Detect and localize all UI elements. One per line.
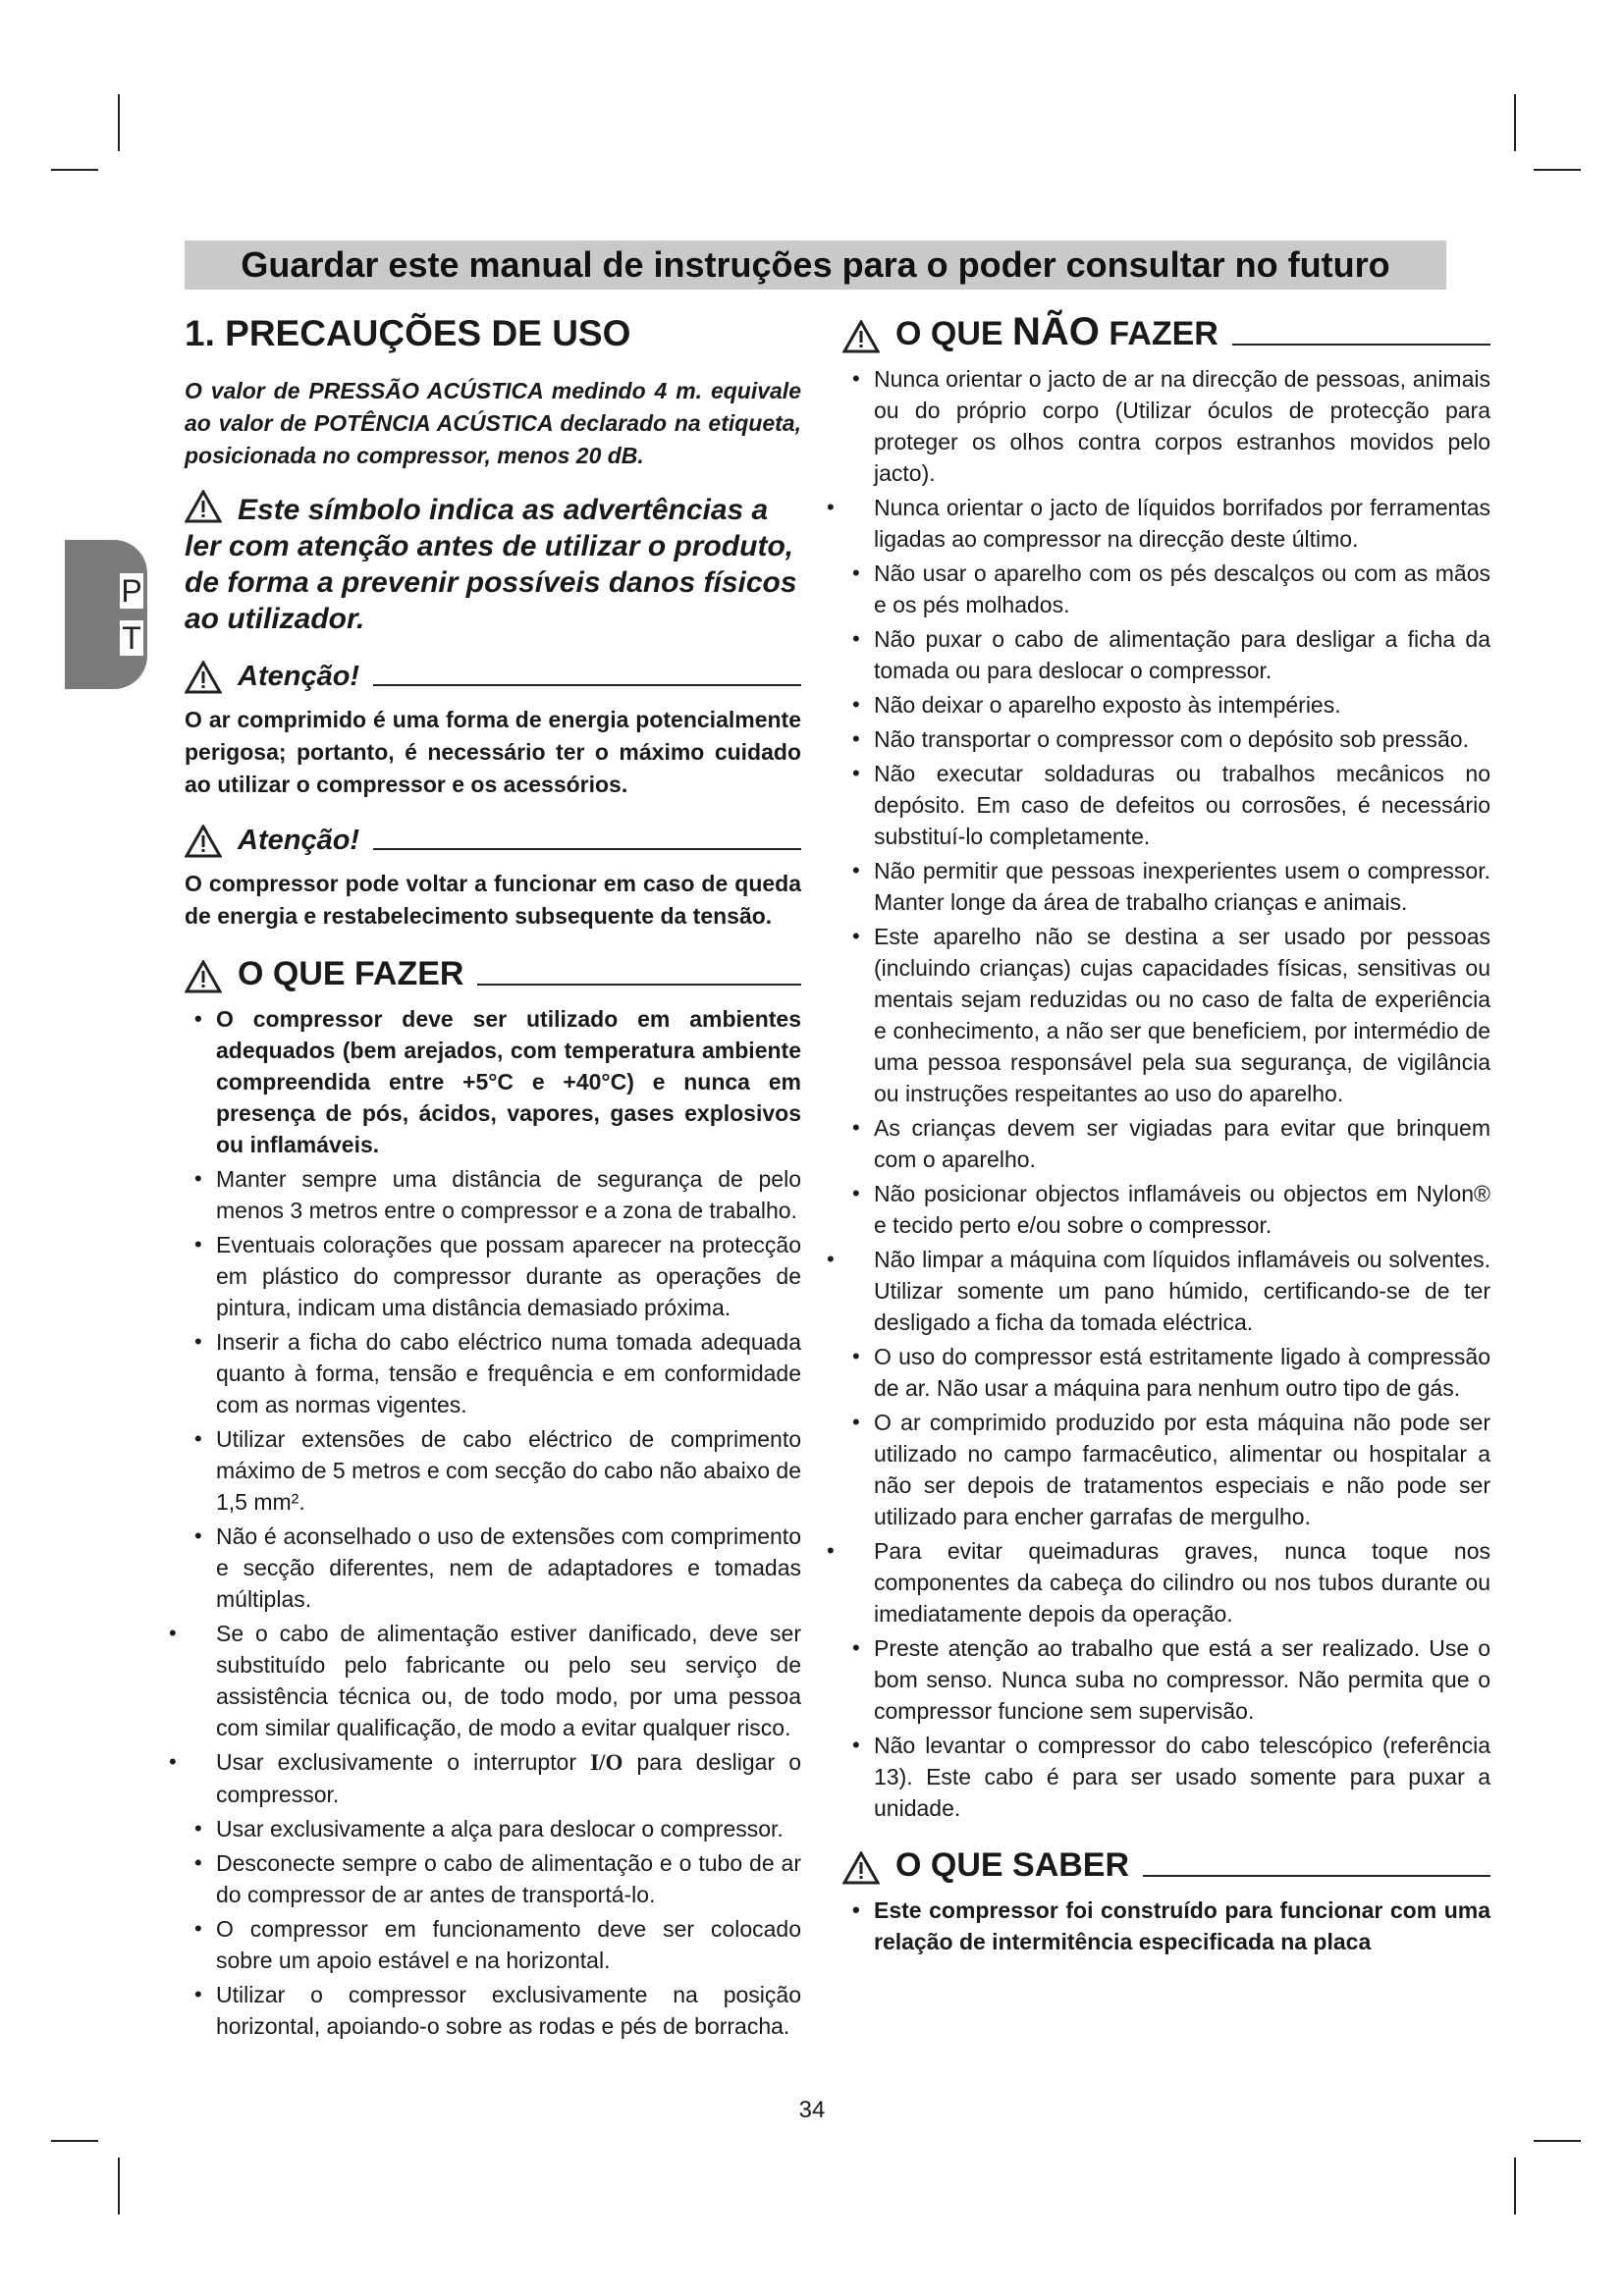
crop-mark bbox=[118, 94, 120, 151]
list-item: • Não executar soldaduras ou trabalhos mecânicos no depósito. Em caso de defeitos ou corrosões, é necessário substituí-lo completamente. bbox=[842, 758, 1490, 852]
list-item: • Não permitir que pessoas inexperientes usem o compressor. Manter longe da área de trabalho crianças e animais. bbox=[842, 855, 1490, 918]
crop-mark bbox=[51, 2140, 98, 2142]
heading-rule bbox=[373, 684, 801, 686]
list-item: • Nunca orientar o jacto de líquidos borrifados por ferramentas ligadas ao compressor na direcção deste último. bbox=[823, 492, 1490, 555]
warning-triangle-icon bbox=[185, 661, 222, 694]
know-list bbox=[842, 1895, 1490, 1957]
crop-mark bbox=[51, 169, 98, 171]
heading-rule bbox=[1232, 344, 1490, 346]
right-column bbox=[842, 312, 1490, 1960]
list-item: • Não levantar o compressor do cabo telescópico (referência 13). Este cabo é para ser usado somente para puxar a unidade. bbox=[842, 1730, 1490, 1824]
list-item-text: Usar exclusivamente o interruptor bbox=[216, 1749, 576, 1775]
heading-part: O QUE bbox=[895, 315, 1013, 352]
list-item: • Para evitar queimaduras graves, nunca toque nos componentes da cabeça do cilindro ou nos tubos durante ou imediatamente depois da operação. bbox=[823, 1535, 1490, 1629]
list-item: • O ar comprimido produzido por esta máquina não pode ser utilizado no campo farmacêutico, alimentar ou hospitalar a não ser depois de tratamentos especiais e não pode ser utilizado para encher garrafas de mergulho. bbox=[842, 1407, 1490, 1532]
list-item: • O compressor deve ser utilizado em ambientes adequados (bem arejados, com temperatura ambiente compreendida entre +5°C e +40°C) e nunca em presença de pós, ácidos, vapores, gases explosivos ou inflamáveis. bbox=[185, 1003, 801, 1160]
list-item: • Não usar o aparelho com os pés descalços ou com as mãos e os pés molhados. bbox=[842, 558, 1490, 620]
symbol-note-text: Este símbolo indica as advertências a ler com atenção antes de utilizar o produto, de forma a prevenir possíveis danos físicos ao utilizador. bbox=[185, 494, 797, 635]
crop-mark bbox=[1514, 94, 1516, 151]
list-item: • Não puxar o cabo de alimentação para desligar a ficha da tomada ou para deslocar o compressor. bbox=[842, 623, 1490, 686]
list-item: • Usar exclusivamente a alça para deslocar o compressor. bbox=[185, 1813, 801, 1844]
list-item: • Nunca orientar o jacto de ar na direcção de pessoas, animais ou do próprio corpo (Utilizar óculos de protecção para proteger os olhos contra corpos estranhos movidos pelo jacto). bbox=[842, 363, 1490, 489]
list-item: • As crianças devem ser vigiadas para evitar que brinquem com o aparelho. bbox=[842, 1112, 1490, 1175]
crop-mark bbox=[1534, 2140, 1581, 2142]
symbol-note bbox=[185, 490, 801, 637]
language-tab bbox=[65, 540, 147, 689]
list-item: • Não limpar a máquina com líquidos inflamáveis ou solventes. Utilizar somente um pano húmido, certificando-se de ter desligado a ficha da tomada eléctrica. bbox=[823, 1244, 1490, 1338]
list-item: • Não transportar o compressor com o depósito sob pressão. bbox=[842, 723, 1490, 755]
crop-mark bbox=[1514, 2158, 1516, 2215]
attention-text-2: O compressor pode voltar a funcionar em caso de queda de energia e restabelecimento subsequente da tensão. bbox=[185, 871, 801, 929]
attention-text-1: O ar comprimido é uma forma de energia potencialmente perigosa; portanto, é necessário ter o máximo cuidado ao utilizar o compressor e os acessórios. bbox=[185, 707, 801, 797]
crop-mark bbox=[1534, 169, 1581, 171]
list-item: • Não posicionar objectos inflamáveis ou objectos em Nylon® e tecido perto e/ou sobre o compressor. bbox=[842, 1178, 1490, 1241]
warning-triangle-icon bbox=[185, 825, 222, 858]
know-heading-text: O QUE SABER bbox=[895, 1846, 1130, 1884]
crop-mark bbox=[118, 2158, 120, 2215]
do-heading bbox=[185, 954, 801, 993]
list-item bbox=[165, 1746, 801, 1810]
warning-triangle-icon bbox=[842, 1851, 880, 1885]
language-tab-letter: P bbox=[121, 573, 142, 609]
do-list bbox=[185, 1003, 801, 2042]
warning-triangle-icon bbox=[185, 960, 222, 993]
list-item: • Manter sempre uma distância de segurança de pelo menos 3 metros entre o compressor e a zona de trabalho. bbox=[185, 1163, 801, 1226]
page-number: 34 bbox=[798, 2097, 826, 2123]
list-item: • Não deixar o aparelho exposto às intempéries. bbox=[842, 689, 1490, 721]
list-item: • O compressor em funcionamento deve ser colocado sobre um apoio estável e na horizontal. bbox=[185, 1913, 801, 1976]
list-item: • Este aparelho não se destina a ser usado por pessoas (incluindo crianças) cujas capacidades físicas, sensitivas ou mentais sejam reduzidas ou no caso de falta de experiência e conhecimento, a não ser que beneficiem, por intermédio de uma pessoa responsável pela sua segurança, de vigilância ou instruções respeitantes ao uso do aparelho. bbox=[842, 921, 1490, 1109]
language-tab-letter: T bbox=[120, 620, 143, 656]
dont-heading bbox=[842, 312, 1490, 353]
list-item: • Eventuais colorações que possam aparecer na protecção em plástico do compressor durante as operações de pintura, indicam uma distância demasiado próxima. bbox=[185, 1229, 801, 1323]
list-item: • Desconecte sempre o cabo de alimentação e o tubo de ar do compressor de ar antes de transportá-lo. bbox=[185, 1847, 801, 1910]
dont-list bbox=[842, 363, 1490, 1824]
heading-part: FAZER bbox=[1099, 315, 1218, 352]
left-column bbox=[185, 312, 801, 2045]
attention-label: Atenção! bbox=[238, 661, 360, 692]
acoustic-note: O valor de PRESSÃO ACÚSTICA medindo 4 m. equivale ao valor de POTÊNCIA ACÚSTICA declarado na etiqueta, posicionada no compressor, menos 20 dB. bbox=[185, 378, 801, 468]
list-item: • O uso do compressor está estritamente ligado à compressão de ar. Não usar a máquina para nenhum outro tipo de gás. bbox=[842, 1341, 1490, 1404]
list-item: • Utilizar extensões de cabo eléctrico de comprimento máximo de 5 metros e com secção do cabo não abaixo de 1,5 mm². bbox=[185, 1423, 801, 1518]
attention-heading-1 bbox=[185, 659, 801, 694]
do-heading-text: O QUE FAZER bbox=[238, 955, 464, 992]
list-item: • Se o cabo de alimentação estiver danificado, deve ser substituído pelo fabricante ou pelo seu serviço de assistência técnica ou, de todo modo, por uma pessoa com similar qualificação, de modo a evitar qualquer risco. bbox=[165, 1618, 801, 1743]
list-item-text: para desligar o compressor. bbox=[216, 1749, 802, 1807]
attention-label: Atenção! bbox=[238, 825, 360, 856]
attention-heading-2 bbox=[185, 823, 801, 858]
list-item: • Não é aconselhado o uso de extensões com comprimento e secção diferentes, nem de adaptadores e tomadas múltiplas. bbox=[185, 1521, 801, 1615]
header-banner: Guardar este manual de instruções para o poder consultar no futuro bbox=[185, 240, 1446, 290]
section-title: 1. PRECAUÇÕES DE USO bbox=[185, 313, 631, 353]
io-switch-label: I/O bbox=[590, 1750, 623, 1775]
know-heading bbox=[842, 1845, 1490, 1885]
warning-triangle-icon bbox=[185, 490, 222, 523]
list-item: • Preste atenção ao trabalho que está a ser realizado. Use o bom senso. Nunca suba no compressor. Não permita que o compressor funcione sem supervisão. bbox=[842, 1632, 1490, 1727]
list-item: • Este compressor foi construído para funcionar com uma relação de intermitência especificada na placa bbox=[842, 1895, 1490, 1957]
heading-rule bbox=[373, 848, 801, 850]
heading-part: NÃO bbox=[1012, 310, 1100, 353]
list-item: • Utilizar o compressor exclusivamente na posição horizontal, apoiando-o sobre as rodas e pés de borracha. bbox=[185, 1979, 801, 2042]
heading-rule bbox=[477, 984, 801, 986]
dont-heading-text bbox=[895, 312, 1218, 353]
heading-rule bbox=[1143, 1875, 1490, 1877]
list-item: • Inserir a ficha do cabo eléctrico numa tomada adequada quanto à forma, tensão e frequência e em conformidade com as normas vigentes. bbox=[185, 1326, 801, 1420]
warning-triangle-icon bbox=[842, 320, 880, 353]
